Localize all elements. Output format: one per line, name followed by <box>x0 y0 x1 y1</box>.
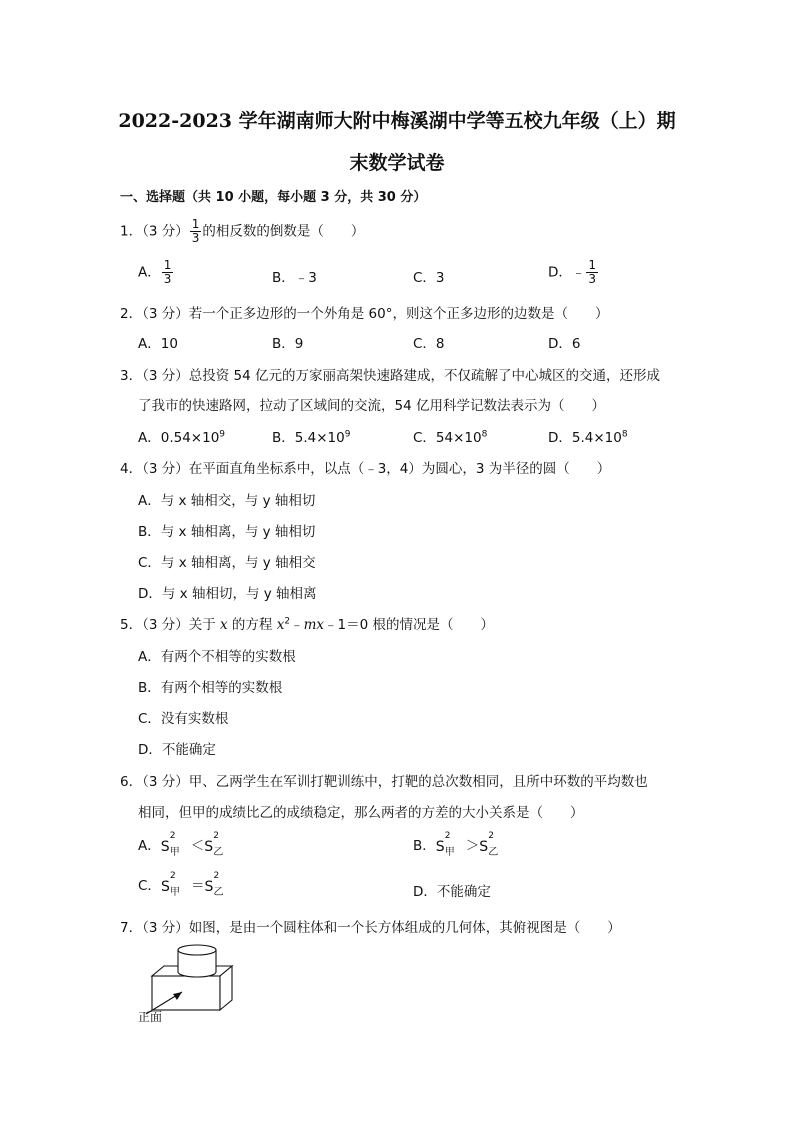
question-4-option-b: B．与 x 轴相离，与 y 轴相切 <box>138 524 316 540</box>
question-4-option-c: C．与 x 轴相离，与 y 轴相交 <box>138 555 316 571</box>
question-4-option-a: A．与 x 轴相交，与 y 轴相切 <box>138 493 316 509</box>
question-6-stem-line-1: 6．（3 分）甲、乙两学生在军训打靶训练中，打靶的总次数相同，且所中环数的平均数也 <box>120 774 648 790</box>
question-1-option-c: C．3 <box>413 270 445 286</box>
question-6-option-d: D．不能确定 <box>413 884 491 900</box>
question-3-stem-line-2: 了我市的快速路网，拉动了区域间的交流，54 亿用科学记数法表示为（ ） <box>138 398 605 414</box>
solid-figure <box>132 936 242 1030</box>
question-4-option-d: D．与 x 轴相切，与 y 轴相离 <box>138 586 317 602</box>
question-2-option-a: A．10 <box>138 336 178 352</box>
question-3-option-b: B．$5.4\times 10^9$ <box>272 429 351 446</box>
question-5-option-a: A．有两个不相等的实数根 <box>138 649 296 665</box>
question-6-option-a: A． S 2 甲 ＜ S 2 乙 <box>138 831 224 858</box>
question-3-option-d: D．$5.4\times 10^8$ <box>548 429 628 446</box>
question-6-stem-line-2: 相同，但甲的成绩比乙的成绩稳定，那么两者的方差的大小关系是（ ） <box>138 805 584 821</box>
question-2-stem: 2．（3 分）若一个正多边形的一个外角是 60°，则这个正多边形的边数是（ ） <box>120 306 609 322</box>
question-5-stem: 5．（3 分）关于 x 的方程 $x^2﹣mx﹣1=0$ 根的情况是（ ） <box>120 616 494 633</box>
question-1-option-b: B．﹣3 <box>272 270 317 286</box>
question-1-option-d: D．﹣ $\frac{1}{3}$ <box>548 258 597 286</box>
question-3-option-a: A．$0.54\times 10^9$ <box>138 429 226 446</box>
question-5-option-d: D．不能确定 <box>138 742 216 758</box>
question-2-option-d: D．6 <box>548 336 581 352</box>
question-4-stem: 4．（3 分）在平面直角坐标系中，以点（﹣3，4）为圆心，3 为半径的圆（ ） <box>120 461 611 477</box>
question-1-stem: 1．（3 分） $\frac{1}{3}$ 的相反数的倒数是（ ） <box>120 217 365 245</box>
section-heading: 一、选择题（共 10 小题，每小题 3 分，共 30 分） <box>120 190 427 205</box>
question-6-option-b: B． S 2 甲 ＞ S 2 乙 <box>413 831 499 858</box>
fraction: $\frac{1}{3}$ <box>191 217 200 245</box>
question-6-option-c: C． S 2 甲 ＝ S 2 乙 <box>138 871 224 898</box>
question-2-option-c: C．8 <box>413 336 445 352</box>
question-2-option-b: B．9 <box>272 336 304 352</box>
question-5-option-b: B．有两个相等的实数根 <box>138 680 283 696</box>
question-3-option-c: C．$54\times 10^8$ <box>413 429 488 446</box>
question-1-option-a: A． $\frac{1}{3}$ <box>138 258 172 286</box>
exam-title-line-2: 末数学试卷 <box>349 152 445 174</box>
question-5-option-c: C．没有实数根 <box>138 711 229 727</box>
exam-title-line-1: 2022-2023 学年湖南师大附中梅溪湖中学等五校九年级（上）期 <box>118 110 676 132</box>
question-3-stem-line-1: 3．（3 分）总投资 54 亿元的万家丽高架快速路建成，不仅疏解了中心城区的交通，还形成 <box>120 368 660 384</box>
question-7-stem: 7．（3 分）如图，是由一个圆柱体和一个长方体组成的几何体，其俯视图是（ ） <box>120 920 621 936</box>
figure-label-front: 正面 <box>138 1010 163 1024</box>
